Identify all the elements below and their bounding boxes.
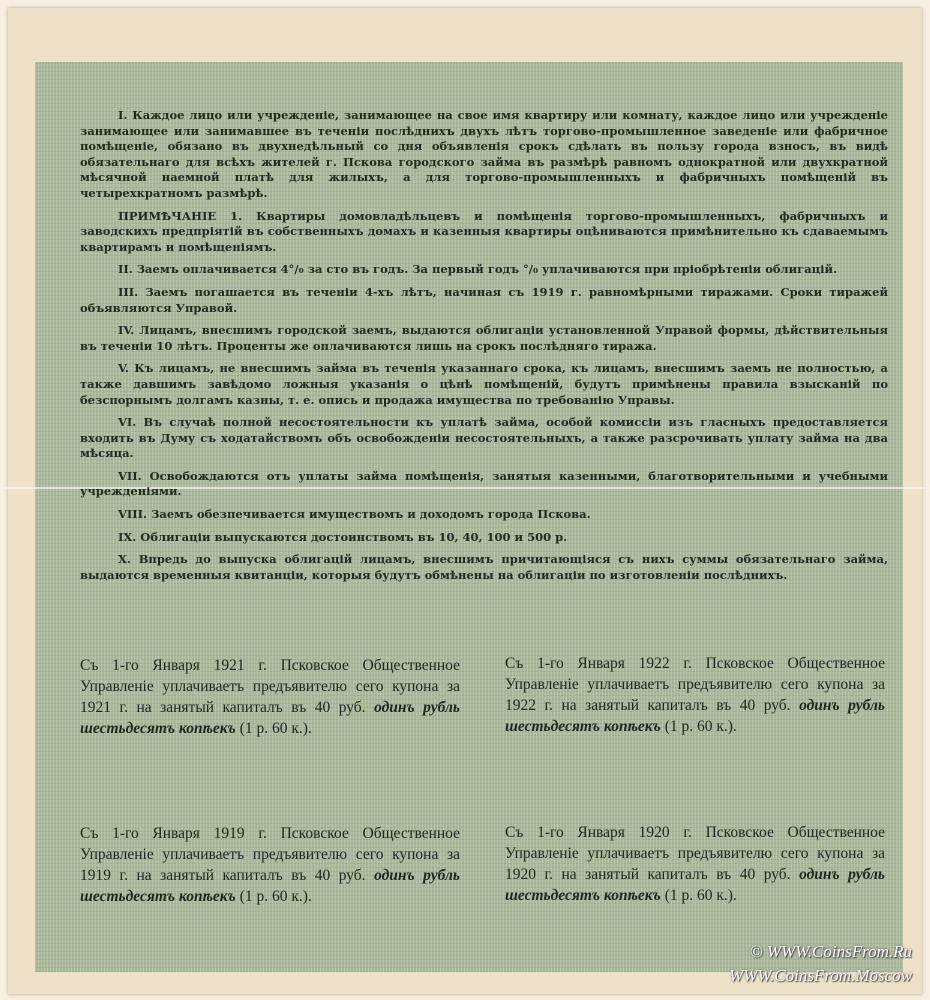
coupon-sum: (1 р. 60 к.). — [239, 888, 312, 905]
loan-terms — [80, 108, 888, 590]
coupon-text: Съ 1-го Января 1921 г. Псковское Общественное Управленіе уплачиваетъ предъявителю сего купона за 1921 г. на занятый капиталъ въ 40 руб. — [80, 657, 460, 716]
coupon-amount: одинъ рубль шестьдесятъ копѣекъ — [80, 867, 460, 905]
coupon-amount: одинъ рубль шестьдесятъ копѣекъ — [80, 699, 460, 737]
article-3: III. Заемъ погашается въ теченіи 4-хъ лѣтъ, начиная съ 1919 г. равномѣрными тиражами. Сроки тиражей объявляются Управой. — [80, 284, 888, 315]
watermark-moscow: WWW.CoinsFrom.Moscow — [729, 966, 912, 985]
article-10: X. Впредь до выпуска облигацій лицамъ, внесшимъ причитающіяся съ нихъ суммы обязательнаго займа, выдаются временныя квитанціи, которыя будутъ обмѣнены на облигаціи по изготовленіи послѣднихъ. — [80, 552, 888, 582]
coupon-1921 — [80, 655, 460, 739]
article-1: I. Каждое лицо или учрежденіе, занимающее на свое имя квартиру или комнату, каждое лицо или учрежденіе занимающее или занимавшее въ теченіи послѣднихъ двухъ лѣтъ торгово-промышленное заведеніе или фабричное помѣщеніе, обязано въ двухнедѣльный со дня объявленія срокъ сдѣлать въ пользу города взносъ, въ видѣ обязательнаго для всѣхъ жителей г. Пскова городского займа въ размѣрѣ равномъ однократной или двухкратной мѣсячной наемной платѣ для жилыхъ, а для торгово-промышленныхъ и фабричныхъ помѣщеній въ четырехкратномъ размѣрѣ. — [80, 108, 888, 200]
coupon-1920 — [505, 822, 885, 906]
coupon-text: Съ 1-го Января 1919 г. Псковское Общественное Управленіе уплачиваетъ предъявителю сего купона за 1919 г. на занятый капиталъ въ 40 руб. — [80, 825, 460, 884]
article-7: VII. Освобождаются отъ уплаты займа помѣщенія, занятыя казенными, благотворительными и учебными учрежденіями. — [80, 468, 888, 499]
coupon-1922 — [505, 653, 885, 737]
coupon-text: Съ 1-го Января 1920 г. Псковское Общественное Управленіе уплачиваетъ предъявителю сего купона за 1920 г. на занятый капиталъ въ 40 руб. — [505, 824, 885, 883]
article-4: IV. Лицамъ, внесшимъ городской заемъ, выдаются облигаціи установленной Управой формы, дѣйствительныя въ теченіи 10 лѣтъ. Проценты же оплачиваются лишь на срокъ послѣдняго тиража. — [80, 323, 888, 353]
coupon-sum: (1 р. 60 к.). — [664, 887, 737, 904]
article-8: VIII. Заемъ обезпечивается имуществомъ и доходомъ города Пскова. — [118, 507, 591, 522]
coupon-text: Съ 1-го Января 1922 г. Псковское Общественное Управленіе уплачиваетъ предъявителю сего купона за 1922 г. на занятый капиталъ въ 40 руб. — [505, 655, 885, 714]
coupon-amount: одинъ рубль шестьдесятъ копѣекъ — [505, 697, 885, 735]
article-9: IX. Облигаціи выпускаются достоинствомъ въ 10, 40, 100 и 500 р. — [118, 529, 568, 544]
article-6: VI. Въ случаѣ полной несостоятельности къ уплатѣ займа, особой комиссіи изъ гласныхъ предоставляется входить въ Думу съ ходатайствомъ объ освобожденіи несостоятельныхъ, а также разсрочивать уплату займа на два мѣсяца. — [80, 415, 888, 461]
coupon-sum: (1 р. 60 к.). — [664, 718, 737, 735]
article-5: V. Къ лицамъ, не внесшимъ займа въ теченія указаннаго срока, къ лицамъ, внесшимъ заемъ не полностью, а также давшимъ завѣдомо ложныя указанія о цѣнѣ помѣщеній, будутъ примѣнены правила взысканій по безспорнымъ долгамъ казны, т. е. опись и продажа имущества по требованію Управы. — [80, 361, 888, 407]
coupon-sum: (1 р. 60 к.). — [239, 720, 312, 737]
note-1: ПРИМѢЧАНІЕ 1. Квартиры домовладѣльцевъ и помѣщенія торгово-промышленныхъ, фабричныхъ и заводскихъ предпріятій въ собственныхъ домахъ и казенныя квартиры оцѣниваются примѣнительно къ сдаваемымъ квартирамъ и помѣщеніямъ. — [80, 208, 888, 254]
watermark-ru: © WWW.CoinsFrom.Ru — [749, 942, 912, 961]
article-2: II. Заемъ оплачивается 4°/₀ за сто въ годъ. За первый годъ °/₀ уплачиваются при пріобрѣтеніи облигацій. — [118, 262, 838, 277]
coupon-amount: одинъ рубль шестьдесятъ копѣекъ — [505, 866, 885, 904]
coupon-1919 — [80, 823, 460, 907]
